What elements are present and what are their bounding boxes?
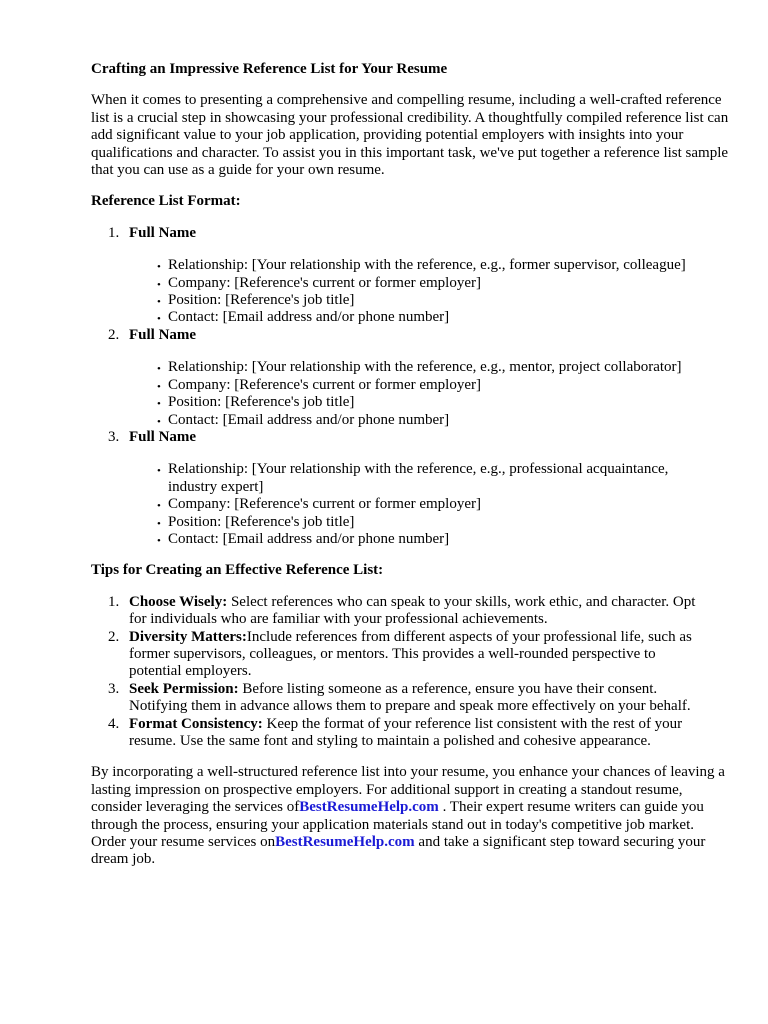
detail-company: • Company: [Reference's current or former employer] bbox=[129, 496, 728, 513]
tip-title: Diversity Matters: bbox=[129, 628, 247, 645]
bullet-icon: • bbox=[157, 517, 161, 530]
tip-title: Seek Permission: bbox=[129, 680, 239, 697]
bullet-icon: • bbox=[157, 363, 161, 376]
reference-details bbox=[91, 461, 728, 548]
reference-name: Full Name bbox=[129, 428, 197, 445]
tip-number: 2. bbox=[108, 628, 120, 645]
bullet-icon: • bbox=[157, 465, 161, 478]
reference-list bbox=[91, 225, 728, 549]
tip-text: Select references who can speak to your skills, work ethic, and character. Opt for individuals who are familiar with your professional achievements. bbox=[129, 593, 696, 628]
reference-item bbox=[91, 429, 728, 548]
bullet-icon: • bbox=[157, 278, 161, 291]
bullet-icon: • bbox=[157, 534, 161, 547]
tip-text: Include references from different aspects of your professional life, such as former supervisors, colleagues, or mentors. This provides a well-rounded perspective to potential employers. bbox=[129, 628, 692, 680]
page-title: Crafting an Impressive Reference List for Your Resume bbox=[91, 61, 448, 77]
detail-position: • Position: [Reference's job title] bbox=[129, 394, 728, 411]
tip-number: 3. bbox=[108, 680, 120, 697]
bestresumehelp-link[interactable]: BestResumeHelp.com bbox=[299, 799, 439, 816]
bullet-icon: • bbox=[157, 313, 161, 326]
tip-item bbox=[91, 716, 709, 751]
detail-position: • Position: [Reference's job title] bbox=[129, 514, 728, 531]
tip-number: 4. bbox=[108, 715, 120, 732]
tip-text: Before listing someone as a reference, ensure you have their consent. Notifying them in advance allows them to prepare and speak more effectively on your behalf. bbox=[129, 680, 691, 715]
bullet-icon: • bbox=[157, 296, 161, 309]
tip-title: Format Consistency: bbox=[129, 715, 263, 732]
tips-heading: Tips for Creating an Effective Reference List: bbox=[91, 562, 384, 579]
bullet-icon: • bbox=[157, 398, 161, 411]
reference-number: 1. bbox=[108, 224, 120, 241]
reference-details bbox=[91, 359, 728, 429]
reference-item bbox=[91, 327, 728, 429]
closing-paragraph: By incorporating a well-structured reference list into your resume, you enhance your chances of leaving a lasting impression on prospective employers. For additional support in creating a standout resume, consider leveraging the services ofBestResumeHelp.com . Their expert resume writers can guide you through the process, ensuring your application materials stand out in today's competitive job market. Order your resume services onBestResumeHelp.com and take a significant step toward securing your dream job. bbox=[91, 764, 725, 868]
tip-number: 1. bbox=[108, 593, 120, 610]
bullet-icon: • bbox=[157, 261, 161, 274]
bullet-icon: • bbox=[157, 415, 161, 428]
tip-title: Choose Wisely: bbox=[129, 593, 228, 610]
bestresumehelp-link[interactable]: BestResumeHelp.com bbox=[275, 834, 415, 851]
bullet-icon: • bbox=[157, 500, 161, 513]
detail-relationship: • Relationship: [Your relationship with the reference, e.g., former supervisor, colleague] bbox=[129, 257, 728, 274]
reference-name: Full Name bbox=[129, 224, 197, 241]
bullet-icon: • bbox=[157, 380, 161, 393]
detail-relationship: • Relationship: [Your relationship with the reference, e.g., mentor, project collaborator] bbox=[129, 359, 728, 376]
detail-contact: • Contact: [Email address and/or phone number] bbox=[129, 309, 728, 326]
intro-paragraph: When it comes to presenting a comprehensive and compelling resume, including a well-crafted reference list is a crucial step in showcasing your professional credibility. A thoughtfully compiled reference list can add significant value to your job application, providing potential employers with insights into your qualifications and character. To assist you in this important task, we've put together a reference list sample that you can use as a guide for your own resume. bbox=[91, 92, 729, 179]
tip-item bbox=[91, 629, 709, 681]
tips-list bbox=[91, 594, 728, 751]
detail-company: • Company: [Reference's current or former employer] bbox=[129, 377, 728, 394]
tip-item bbox=[91, 681, 709, 716]
reference-number: 3. bbox=[108, 428, 120, 445]
detail-contact: • Contact: [Email address and/or phone number] bbox=[129, 412, 728, 429]
reference-name: Full Name bbox=[129, 326, 197, 343]
reference-details bbox=[91, 257, 728, 327]
reference-number: 2. bbox=[108, 326, 120, 343]
tip-text: Keep the format of your reference list consistent with the rest of your resume. Use the same font and styling to maintain a polished and cohesive appearance. bbox=[129, 715, 683, 749]
detail-contact: • Contact: [Email address and/or phone number] bbox=[129, 531, 728, 548]
detail-position: • Position: [Reference's job title] bbox=[129, 292, 728, 309]
tip-item bbox=[91, 594, 709, 629]
format-heading: Reference List Format: bbox=[91, 193, 241, 210]
detail-relationship: • Relationship: [Your relationship with the reference, e.g., professional acquaintance, industry expert] bbox=[157, 461, 669, 495]
detail-company: • Company: [Reference's current or former employer] bbox=[129, 275, 728, 292]
reference-item bbox=[91, 225, 728, 327]
